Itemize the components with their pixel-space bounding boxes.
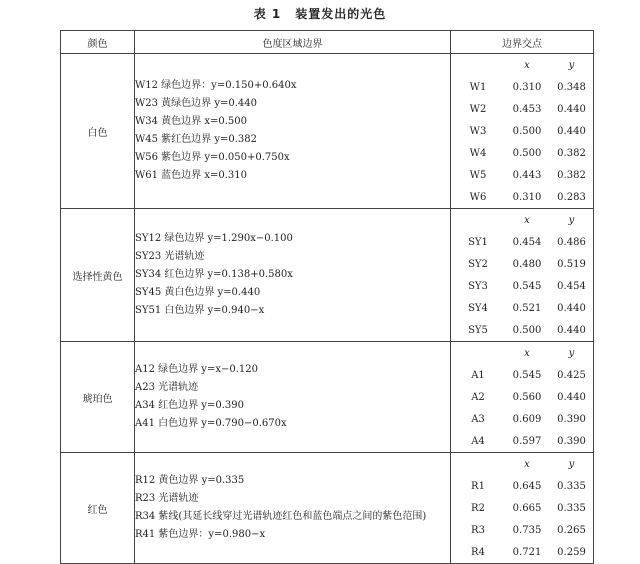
point-x: 0.721: [512, 546, 542, 558]
point-x: 0.597: [512, 435, 542, 447]
points-header-row: [451, 209, 594, 231]
point-y: 0.335: [557, 480, 586, 492]
point-row: [451, 430, 594, 452]
point-x: 0.310: [512, 81, 542, 93]
point-id: SY5: [468, 324, 488, 336]
axis-label-x: x: [524, 59, 530, 71]
point-y: 0.335: [557, 502, 586, 514]
point-id: A2: [471, 391, 485, 403]
axis-label-y: y: [568, 347, 575, 359]
point-y: 0.454: [557, 280, 586, 292]
axis-label-x: x: [524, 458, 530, 470]
boundary-line: SY12 绿色边界 y=1.290x−0.100: [135, 233, 293, 244]
boundary-line: SY23 光谱轨迹: [135, 251, 205, 262]
point-row: [451, 319, 594, 341]
intersection-points-cell: [451, 54, 594, 209]
point-row: [451, 253, 594, 275]
point-id: SY4: [468, 302, 488, 314]
header-color: 颜色: [61, 31, 135, 54]
point-x: 0.545: [512, 369, 542, 381]
points-header-blank: [451, 209, 505, 231]
boundaries-cell: [135, 54, 451, 209]
point-y: 0.390: [557, 435, 586, 447]
point-y: 0.382: [557, 169, 586, 181]
point-row: [451, 386, 594, 408]
point-id: W4: [469, 147, 487, 159]
boundary-line: W23 黄绿色边界 y=0.440: [135, 98, 258, 109]
header-points: 边界交点: [451, 31, 594, 54]
point-row: [451, 98, 594, 120]
point-x: 0.500: [512, 147, 542, 159]
point-row: [451, 297, 594, 319]
table-title: [0, 5, 640, 22]
point-id: R4: [471, 546, 485, 558]
points-header-row: [451, 453, 594, 475]
points-table: [451, 209, 594, 341]
point-y: 0.265: [557, 524, 586, 536]
boundary-line: W34 黄色边界 x=0.500: [135, 116, 248, 127]
boundary-line: SY45 黄白色边界 y=0.440: [135, 287, 261, 298]
point-y: 0.440: [557, 391, 586, 403]
point-row: [451, 475, 594, 497]
point-y: 0.259: [557, 546, 586, 558]
point-id: W2: [469, 103, 487, 115]
point-id: SY1: [468, 236, 488, 248]
axis-label-x: x: [524, 347, 530, 359]
boundaries-cell: [135, 209, 451, 342]
boundaries-cell: [135, 453, 451, 564]
point-x: 0.500: [512, 324, 542, 336]
point-id: R2: [471, 502, 485, 514]
point-x: 0.545: [512, 280, 542, 292]
point-row: [451, 408, 594, 430]
boundary-line: A12 绿色边界 y=x−0.120: [135, 364, 258, 375]
point-x: 0.453: [512, 103, 542, 115]
table-row: [61, 342, 594, 453]
intersection-points-cell: [451, 453, 594, 564]
axis-label-x: x: [524, 214, 530, 226]
point-x: 0.560: [512, 391, 542, 403]
points-header-row: [451, 342, 594, 364]
point-row: [451, 164, 594, 186]
header-boundaries: 色度区域边界: [135, 31, 451, 54]
point-x: 0.521: [512, 302, 542, 314]
point-x: 0.443: [512, 169, 542, 181]
points-table: [451, 453, 594, 563]
point-y: 0.425: [557, 369, 586, 381]
intersection-points-cell: [451, 342, 594, 453]
point-y: 0.440: [557, 302, 586, 314]
light-color-table: [60, 30, 594, 564]
point-x: 0.609: [512, 413, 542, 425]
boundary-line: W56 紫色边界 y=0.050+0.750x: [135, 152, 290, 163]
boundaries-cell: [135, 342, 451, 453]
boundary-line: A34 红色边界 y=0.390: [135, 400, 244, 411]
point-y: 0.390: [557, 413, 586, 425]
points-table: [451, 342, 594, 452]
point-row: [451, 541, 594, 563]
point-y: 0.440: [557, 125, 586, 137]
point-y: 0.348: [557, 81, 586, 93]
points-header-blank: [451, 453, 505, 475]
color-name-cell: 白色: [61, 54, 135, 209]
point-id: A4: [471, 435, 485, 447]
table-number: 表 1: [253, 7, 282, 21]
point-id: A1: [471, 369, 485, 381]
header-row: [61, 31, 594, 54]
color-name-cell: 选择性黄色: [61, 209, 135, 342]
point-y: 0.440: [557, 324, 586, 336]
table-body: [61, 54, 594, 564]
point-id: SY3: [468, 280, 488, 292]
point-x: 0.480: [512, 258, 542, 270]
point-id: W6: [469, 191, 487, 203]
point-id: W3: [469, 125, 487, 137]
point-y: 0.283: [557, 191, 586, 203]
boundary-line: R23 光谱轨迹: [135, 493, 199, 504]
boundary-line: W45 紫红色边界 y=0.382: [135, 134, 258, 145]
table-row: [61, 453, 594, 564]
point-row: [451, 231, 594, 253]
point-id: SY2: [468, 258, 488, 270]
boundary-line: SY34 红色边界 y=0.138+0.580x: [135, 269, 293, 280]
boundary-line: SY51 白色边界 y=0.940−x: [135, 305, 265, 316]
axis-label-y: y: [568, 59, 575, 71]
table-row: [61, 209, 594, 342]
point-row: [451, 519, 594, 541]
boundary-line: W61 蓝色边界 x=0.310: [135, 170, 248, 181]
point-id: W1: [469, 81, 487, 93]
points-header-blank: [451, 342, 505, 364]
color-name-cell: 红色: [61, 453, 135, 564]
point-id: R1: [471, 480, 485, 492]
point-row: [451, 186, 594, 208]
point-row: [451, 364, 594, 386]
point-row: [451, 275, 594, 297]
axis-label-y: y: [568, 214, 575, 226]
boundary-line: R41 紫色边界：y=0.980−x: [135, 529, 266, 540]
boundary-line: R12 黄色边界 y=0.335: [135, 475, 245, 486]
point-x: 0.645: [512, 480, 542, 492]
point-id: W5: [469, 169, 487, 181]
boundary-line: A23 光谱轨迹: [135, 382, 199, 393]
point-y: 0.382: [557, 147, 586, 159]
boundary-line: R34 紫线(其延长线穿过光谱轨迹红色和蓝色端点之间的紫色范围): [135, 511, 427, 522]
point-y: 0.440: [557, 103, 586, 115]
color-name-cell: 琥珀色: [61, 342, 135, 453]
point-x: 0.454: [512, 236, 542, 248]
point-x: 0.665: [512, 502, 542, 514]
point-id: A3: [471, 413, 485, 425]
table-row: [61, 54, 594, 209]
point-y: 0.486: [557, 236, 586, 248]
boundary-line: A41 白色边界 y=0.790−0.670x: [135, 418, 287, 429]
point-row: [451, 120, 594, 142]
points-header-row: [451, 54, 594, 76]
intersection-points-cell: [451, 209, 594, 342]
point-row: [451, 76, 594, 98]
axis-label-y: y: [568, 458, 575, 470]
table-caption: 装置发出的光色: [295, 7, 387, 21]
point-x: 0.310: [512, 191, 542, 203]
point-row: [451, 142, 594, 164]
point-x: 0.500: [512, 125, 542, 137]
point-x: 0.735: [512, 524, 542, 536]
point-row: [451, 497, 594, 519]
points-header-blank: [451, 54, 505, 76]
boundary-line: W12 绿色边界：y=0.150+0.640x: [135, 80, 297, 91]
point-id: R3: [471, 524, 485, 536]
point-y: 0.519: [557, 258, 586, 270]
points-table: [451, 54, 594, 208]
